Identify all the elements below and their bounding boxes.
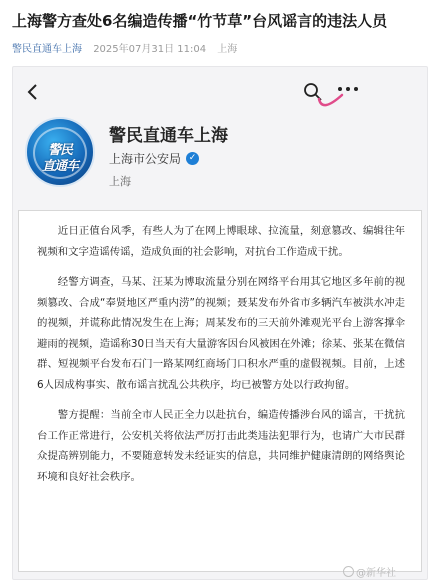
- source-link[interactable]: 警民直通车上海: [12, 44, 82, 55]
- verified-check-icon: ✓: [186, 152, 199, 165]
- embedded-screenshot: [12, 66, 428, 580]
- timestamp: 2025年07月31日 11:04: [93, 44, 207, 55]
- avatar-text-top: 警民: [47, 143, 72, 158]
- watermark: [343, 564, 396, 579]
- account-location: 上海: [109, 175, 131, 188]
- notice-paragraph: 警方提醒：当前全市人民正全力以赴抗台，编造传播涉台风的谣言，干扰抗台工作正常进行，公安机关将依法严厉打击此类违法犯罪行为，也请广大市民群众提高辨别能力，不要随意转发未经证实的信息，共同维护健康清朗的网络舆论环境和良好社会秩序。: [37, 409, 405, 483]
- notice-paragraph: 近日正值台风季，有些人为了在网上博眼球、拉流量，刻意篡改、编辑往年视频和文字造谣传谣，造成负面的社会影响，对抗台工作造成干扰。: [37, 225, 405, 258]
- meta-location: 上海: [217, 44, 238, 55]
- notice-paragraph: 经警方调查，马某、汪某为博取流量分别在网络平台用其它地区多年前的视频篡改、合成“奉贤地区严重内涝”的视频；聂某发布外省市多辆汽车被洪水冲走的视频，并谎称此情况发生在上海；周某发布的三天前外滩观光平台上游客撑伞避雨的视频，造谣称30日当天有大量游客因台风被困在外滩；徐某、张某在微信群、短视频平台发布石门一路某网红商场门口积水严重的虚假视频。目前，上述6人因成构事实、散布谣言扰乱公共秩序，均已被警方处以行政拘留。: [37, 276, 405, 391]
- police-notice: [18, 210, 422, 572]
- weibo-logo-icon: [343, 566, 354, 577]
- watermark-text: @新华社: [356, 568, 396, 579]
- annotation-swoosh-icon: [316, 91, 346, 113]
- article-meta: [12, 40, 237, 55]
- avatar[interactable]: [25, 117, 95, 187]
- chevron-left-icon[interactable]: [25, 83, 41, 101]
- account-name: 警民直通车上海: [109, 126, 228, 146]
- article-title: 上海警方查处6名编造传播“竹节草”台风谣言的违法人员: [12, 12, 388, 30]
- verify-row: [109, 150, 199, 167]
- account-org: 上海市公安局: [109, 152, 182, 166]
- account-profile[interactable]: [25, 117, 405, 207]
- avatar-text-bottom: 直通车: [41, 159, 78, 174]
